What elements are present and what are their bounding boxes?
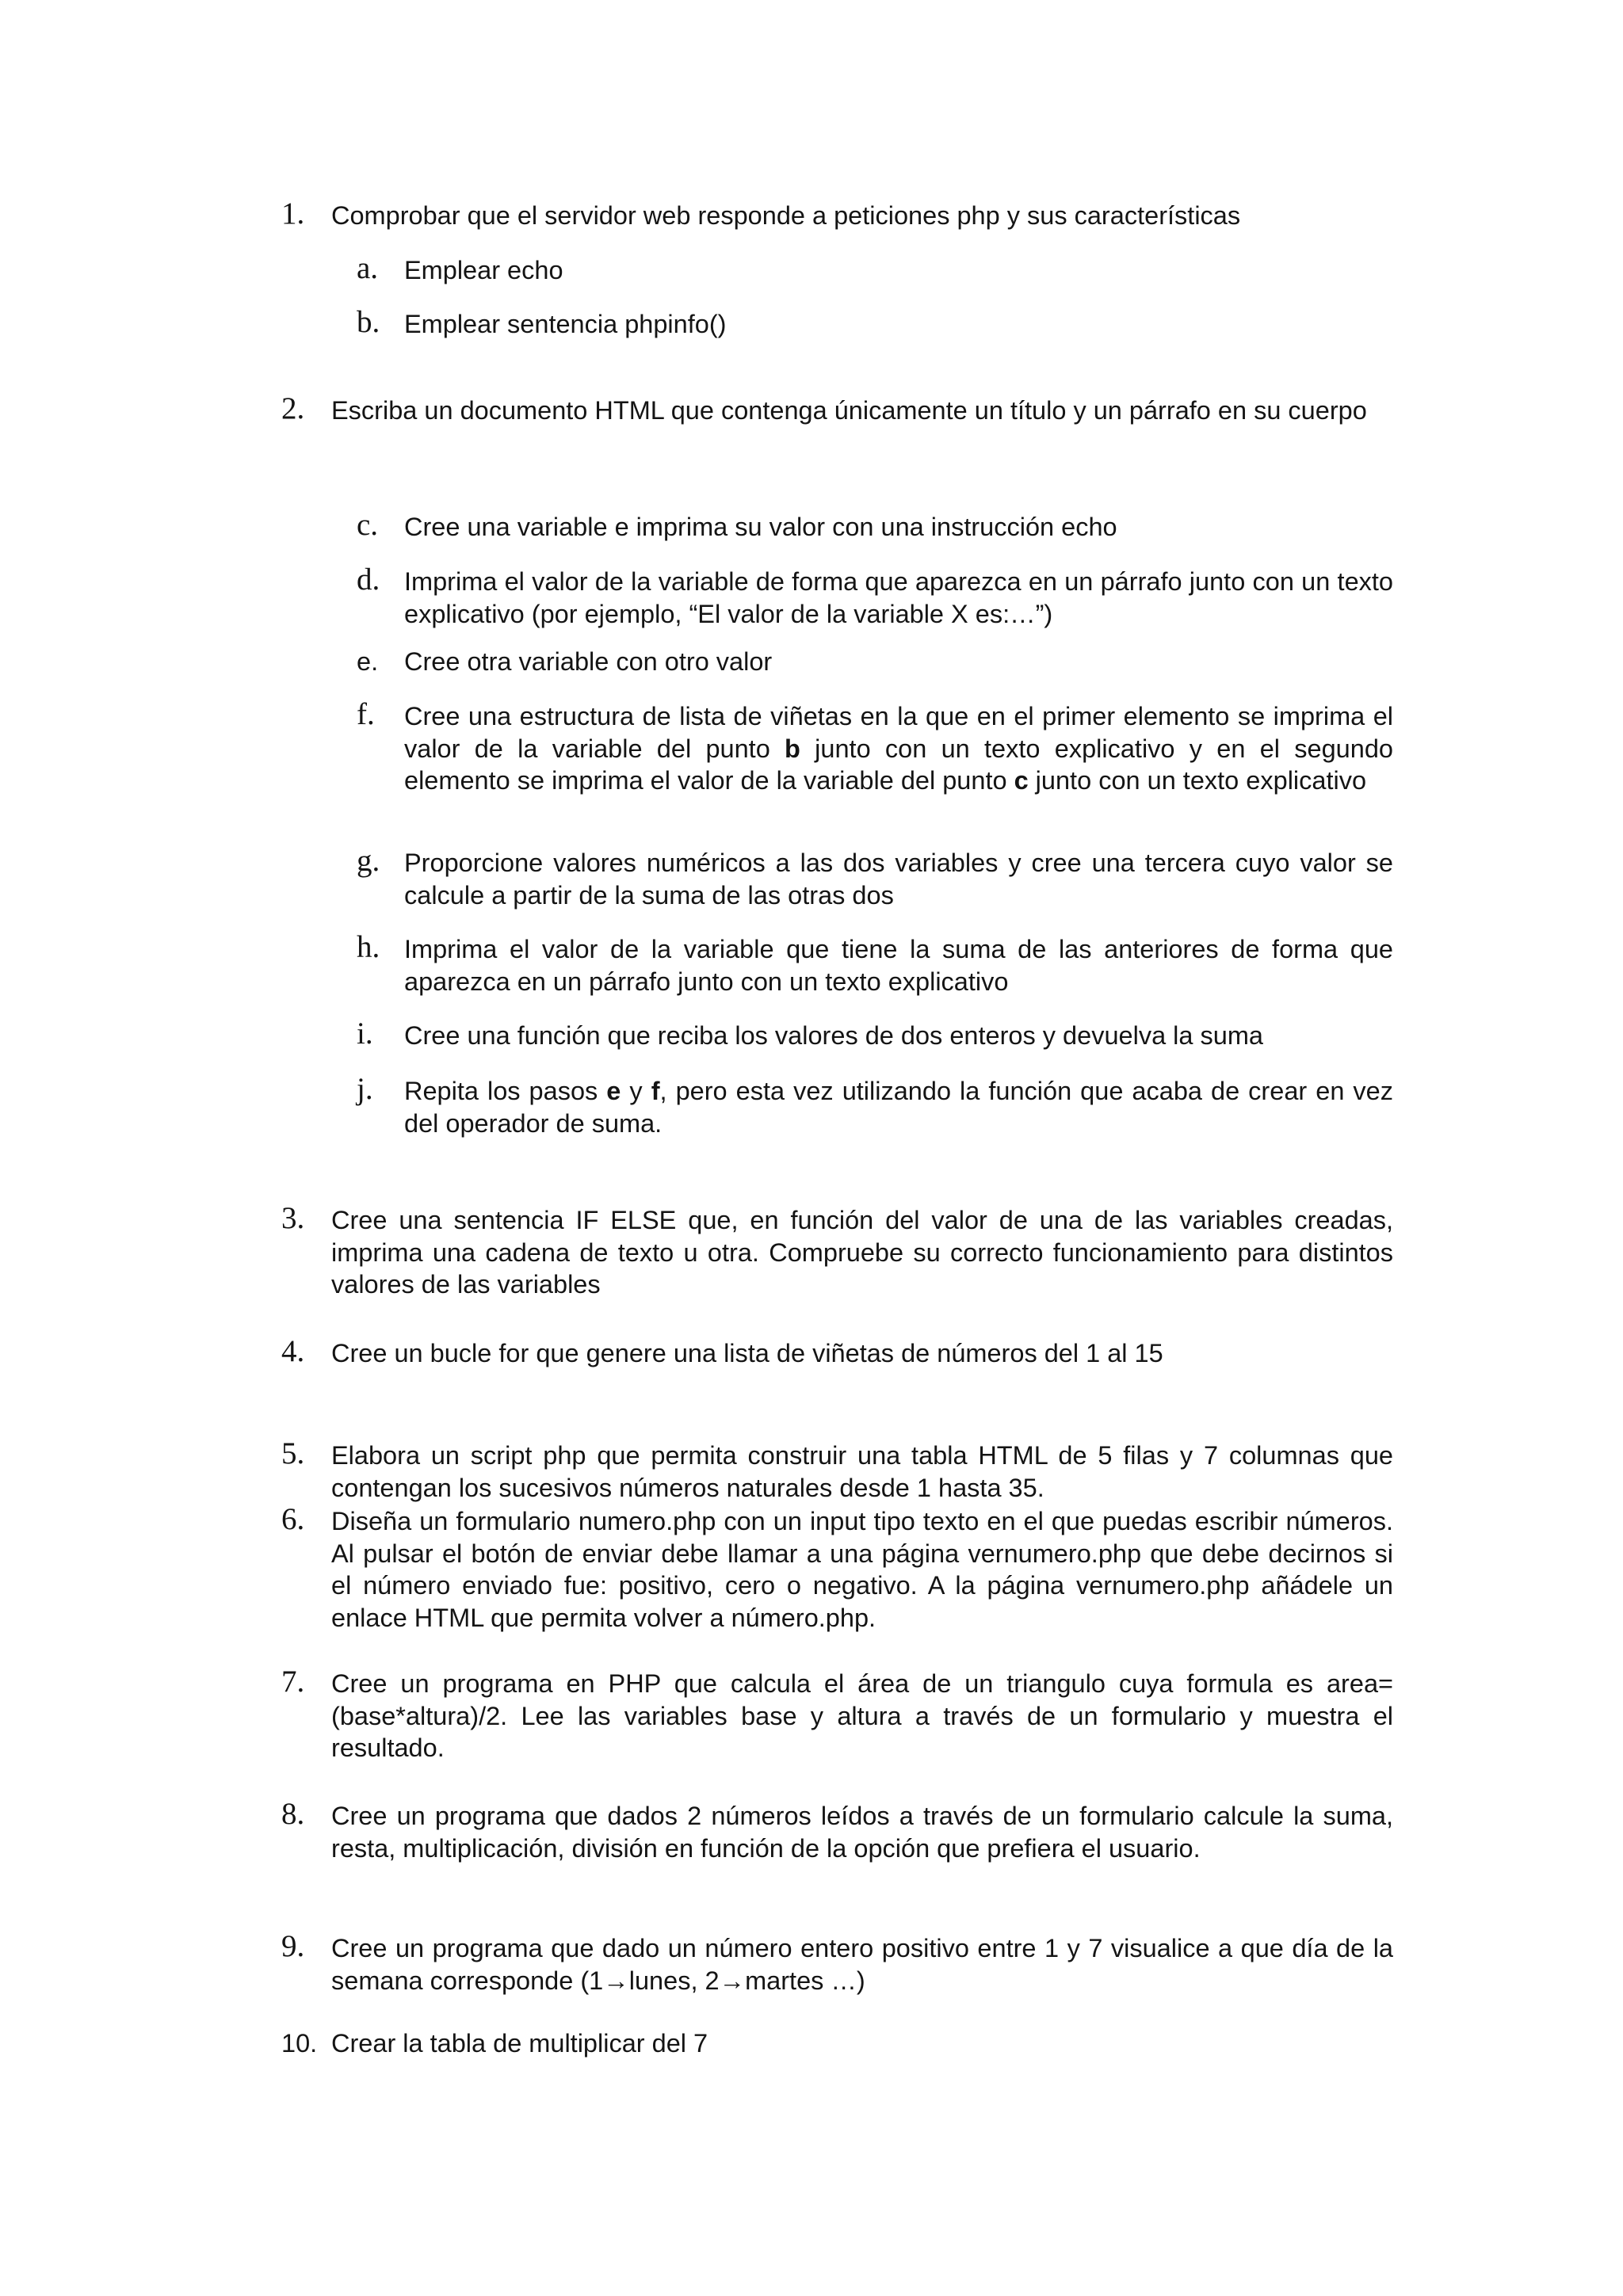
item-text: Proporcione valores numéricos a las dos variables y cree una tercera cuyo valor se calcule a partir de la suma de las otras dos bbox=[404, 849, 1393, 910]
item-text: Emplear echo bbox=[404, 256, 563, 284]
item-number: 3. bbox=[281, 1201, 305, 1235]
item-letter: g. bbox=[357, 844, 380, 878]
item-text: Cree un bucle for que genere una lista de viñetas de números del 1 al 15 bbox=[331, 1339, 1163, 1367]
item-number: 7. bbox=[281, 1665, 305, 1699]
item-text: Diseña un formulario numero.php con un input tipo texto en el que puedas escribir números. Al pulsar el botón de enviar debe llamar a una página vernumero.php que debe decirnos si el número enviado fue: positivo, cero o negativo. A la página vernumero.php añádele un enlace HTML que permita volver a número.php. bbox=[331, 1507, 1393, 1632]
item-text: Cree un programa en PHP que calcula el área de un triangulo cuya formula es area=(base*altura)/2. Lee las variables base y altura a través de un formulario y muestra el resultado. bbox=[331, 1669, 1393, 1762]
item-number: 6. bbox=[281, 1502, 305, 1536]
item-letter: i. bbox=[357, 1016, 373, 1051]
item-text: Emplear sentencia phpinfo() bbox=[404, 310, 727, 338]
item-letter: c. bbox=[357, 508, 379, 542]
item-letter: f. bbox=[357, 697, 375, 731]
item-text: Cree un programa que dados 2 números leídos a través de un formulario calcule la suma, resta, multiplicación, división en función de la opción que prefiera el usuario. bbox=[331, 1802, 1393, 1863]
item-text: Imprima el valor de la variable que tiene la suma de las anteriores de forma que aparezca en un párrafo junto con un texto explicativo bbox=[404, 935, 1393, 996]
item-number: 1. bbox=[281, 196, 305, 231]
item-text: Crear la tabla de multiplicar del 7 bbox=[331, 2029, 708, 2058]
item-number: 8. bbox=[281, 1797, 305, 1831]
item-text: Repita los pasos e y f, pero esta vez utilizando la función que acaba de crear en vez del operador de suma. bbox=[404, 1077, 1394, 1138]
item-number: 9. bbox=[281, 1929, 305, 1963]
item-text: Cree una función que reciba los valores de dos enteros y devuelva la suma bbox=[404, 1021, 1263, 1050]
item-text: Cree otra variable con otro valor bbox=[404, 647, 773, 676]
item-text: Cree una sentencia IF ELSE que, en función del valor de una de las variables creadas, imprima una cadena de texto u otra. Compruebe su correcto funcionamiento para distintos valores de las variables bbox=[331, 1206, 1393, 1299]
item-letter: a. bbox=[357, 251, 379, 285]
item-number: 5. bbox=[281, 1436, 305, 1470]
item-letter: j. bbox=[357, 1072, 373, 1106]
item-text: Escriba un documento HTML que contenga únicamente un título y un párrafo en su cuerpo bbox=[331, 396, 1367, 425]
item-number: 2. bbox=[281, 391, 305, 425]
item-letter: d. bbox=[357, 563, 380, 597]
item-number: 10. bbox=[281, 2029, 318, 2058]
item-letter: b. bbox=[357, 305, 380, 339]
item-text: Elabora un script php que permita construir una tabla HTML de 5 filas y 7 columnas que contengan los sucesivos números naturales desde 1 hasta 35. bbox=[331, 1441, 1393, 1502]
item-text: Cree un programa que dado un número entero positivo entre 1 y 7 visualice a que día de la semana corresponde (1→lunes, 2→martes …) bbox=[331, 1934, 1393, 1995]
item-text: Cree una variable e imprima su valor con una instrucción echo bbox=[404, 513, 1117, 541]
item-letter: e. bbox=[357, 647, 379, 676]
item-letter: h. bbox=[357, 930, 380, 964]
item-number: 4. bbox=[281, 1334, 305, 1368]
item-text: Imprima el valor de la variable de forma que aparezca en un párrafo junto con un texto explicativo (por ejemplo, “El valor de la variable X es:…”) bbox=[404, 567, 1393, 628]
item-text: Comprobar que el servidor web responde a peticiones php y sus características bbox=[331, 201, 1241, 230]
item-text: Cree una estructura de lista de viñetas en la que en el primer elemento se imprima el valor de la variable del punto b junto con un texto explicativo y en el segundo elemento se imprima el valor de la variable del punto c junto con un texto explicativo bbox=[404, 702, 1393, 795]
